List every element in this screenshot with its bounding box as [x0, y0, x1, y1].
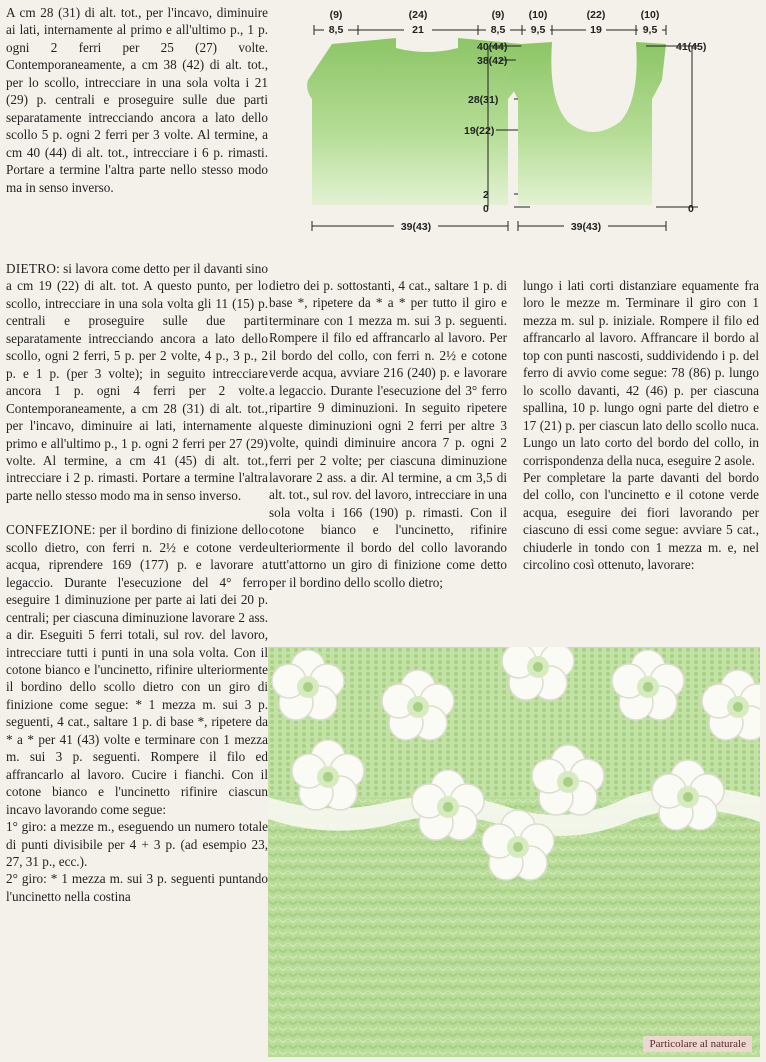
section-heading-confezione: CONFEZIONE: [6, 522, 92, 538]
giro-2: 2° giro: * 1 mezza m. sui 3 p. seguenti puntando l'uncinetto nella costina: [6, 871, 268, 904]
front-height-label: 2: [483, 189, 489, 201]
front-height-label: 40(44): [477, 41, 508, 53]
front-top-label: (9): [329, 9, 343, 21]
crochet-flower-icon: [502, 647, 574, 700]
dietro-paragraph: [6, 260, 268, 504]
front-top-label: (24): [408, 9, 428, 21]
back-top-label: (10): [528, 9, 548, 21]
front-top-label: 21: [412, 24, 424, 36]
back-width-label: 39(43): [570, 221, 602, 233]
photo-caption: Particolare al naturale: [643, 1036, 752, 1052]
back-top-label: (10): [640, 9, 660, 21]
text-column-left-top: [6, 4, 268, 196]
text-column-middle: [269, 277, 507, 591]
front-height-label: 38(42): [477, 55, 508, 67]
confezione-text: : per il bordino di finizione dello scollo dietro, con ferri n. 2½ e cotone verde acqua, riprendere 169 (177) p. e lavorare a legaccio. Durante l'esecuzione del 4° ferro eseguire 1 diminuzione per parte ai lati dei 20 p. centrali; per ciascuna diminuzione lavorare 2 ass. a dir. Eseguiti 5 ferri totali, sul rov. del lavoro, intrecciare tutti i punti in una sola volta. Con il cotone bianco e l'uncinetto, rifinire ulteriormente il bordino dello scollo dietro con un giro di finizione come segue: * 1 mezza m. sui 3 p. seguenti, 4 cat., saltare 1 p. di base *, ripetere da * a * per 41 (43) volte e terminare con 1 mezza m. sui 3 p. seguenti. Rompere il filo ed affrancarlo al lavoro. Cucire i fianchi. Con il cotone bianco e l'uncinetto rifinire ciascun incavo lavorando come segue:: [6, 522, 268, 817]
text-column-left: [6, 260, 268, 905]
text-column-right: [523, 277, 759, 574]
back-top-label: (22): [586, 9, 606, 21]
back-height-label: 41(45): [676, 41, 707, 53]
paragraph: A cm 28 (31) di alt. tot., per l'incavo, diminuire ai lati, internamente al primo e all'ultimo p., 1 p. ogni 2 ferri per 25 (27) volte. Contemporaneamente, a cm 38 (42) di alt. tot., per lo scollo, intrecciare in una sola volta i 21 (29) p. centrali e proseguire sulle due parti separatamente intrecciando ancora a lato dello scollo 5 p. ogni 2 ferri per 3 volte. Al termine, a cm 40 (44) di alt. tot., intrecciare i 6 p. rimasti. Portare a termine l'altra parte nello stesso modo ma in senso inverso.: [6, 5, 268, 195]
confezione-paragraph: [6, 521, 268, 818]
paragraph: lungo i lati corti distanziare equamente fra loro le mezze m. Terminare il giro con 1 mezza m. sul p. iniziale. Rompere il filo ed affrancarlo al lavoro. Affrancare il bordo al top con punti nascosti, suddividendo i p. del ferro di avvio come segue: 78 (86) p. lungo lo scollo davanti, 42 (46) p. per ciascuna spallina, 10 p. lungo ogni parte del dietro e 17 (21) p. per ciascun lato dello scollo nuca. Lungo un lato corto del bordo del collo, in corrispondenza della nuca, eseguire 2 asole.: [523, 278, 759, 468]
back-top-label: 9,5: [530, 24, 546, 36]
back-height-label: 0: [688, 203, 694, 215]
front-width-label: 39(43): [400, 221, 432, 233]
front-height-label: 19(22): [464, 125, 495, 137]
back-top-label: 9,5: [642, 24, 658, 36]
front-top-label: 8,5: [328, 24, 344, 36]
paragraph: dietro dei p. sottostanti, 4 cat., saltare 1 p. di base *, ripetere da * a * per tutto il giro e terminare con 1 mezza m. sui 3 p. seguenti. Rompere il filo ed affrancarlo al lavoro. Per il bordo del collo, con ferri n. 2½ e cotone verde acqua, avviare 216 (240) p. e lavorare a legaccio. Durante l'esecuzione del 3° ferro ripartire 9 diminuzioni. In seguito ripetere queste diminuzioni ogni 2 ferri per altre 3 volte, quindi diminuire ancora 7 p. ogni 2 ferri per 2 volte; per ciascuna diminuzione lavorare 2 ass. a dir. Al termine, a cm 3,5 di alt. tot., sul rov. del lavoro, intrecciare in una sola volta i 166 (190) p. rimasti. Con il cotone bianco e l'uncinetto, rifinire ulteriormente il bordo del collo lavorando tutt'attorno un giro di finizione come detto per il bordino dello scollo dietro;: [269, 278, 507, 590]
section-heading-dietro: DIETRO: [6, 261, 57, 276]
dietro-text: : si lavora come detto per il davanti sino a cm 19 (22) di alt. tot. A questo punto, per lo scollo, intrecciare in una sola volta gli 11 (15) p. centrali e proseguire sulle due parti separatamente intrecciando ancora a lato dello scollo, ogni 2 ferri, 5 p. per 2 volte, 4 p., 3 p., 2 p. e 1 p. (per 3 volte); in seguito intrecciare ancora 1 p. ogni 4 ferri per 2 volte. Contemporaneamente, a cm 28 (31) di alt. tot., per l'incavo, diminuire ai lati, internamente al primo e all'ultimo p., 1 p. ogni 2 ferri per 27 (29) volte. Al termine, a cm 41 (45) di alt. tot., intrecciare i 2 p. rimasti. Portare a termine l'altra parte nello stesso modo ma in senso inverso.: [6, 261, 268, 503]
front-height-label: 0: [483, 203, 489, 215]
detail-photo: [268, 647, 760, 1057]
back-top-label: 19: [590, 24, 602, 36]
paragraph: Per completare la parte davanti del bordo del collo, con l'uncinetto e il cotone verde acqua, eseguire dei fiori lavorando per ciascuno di essi come segue: avviare 5 cat., chiuderle in tondo con 1 mezza m. e, nel circolino così ottenuto, lavorare:: [523, 469, 759, 573]
giro-1: 1° giro: a mezze m., eseguendo un numero totale di punti divisibile per 4 + 3 p. (ad esempio 23, 27, 31 p., ecc.).: [6, 819, 268, 869]
back-piece-shape: [508, 42, 666, 205]
front-top-label: 8,5: [490, 24, 506, 36]
front-height-label: 28(31): [468, 94, 499, 106]
front-top-label: (9): [491, 9, 505, 21]
pattern-schematic: [300, 0, 766, 270]
